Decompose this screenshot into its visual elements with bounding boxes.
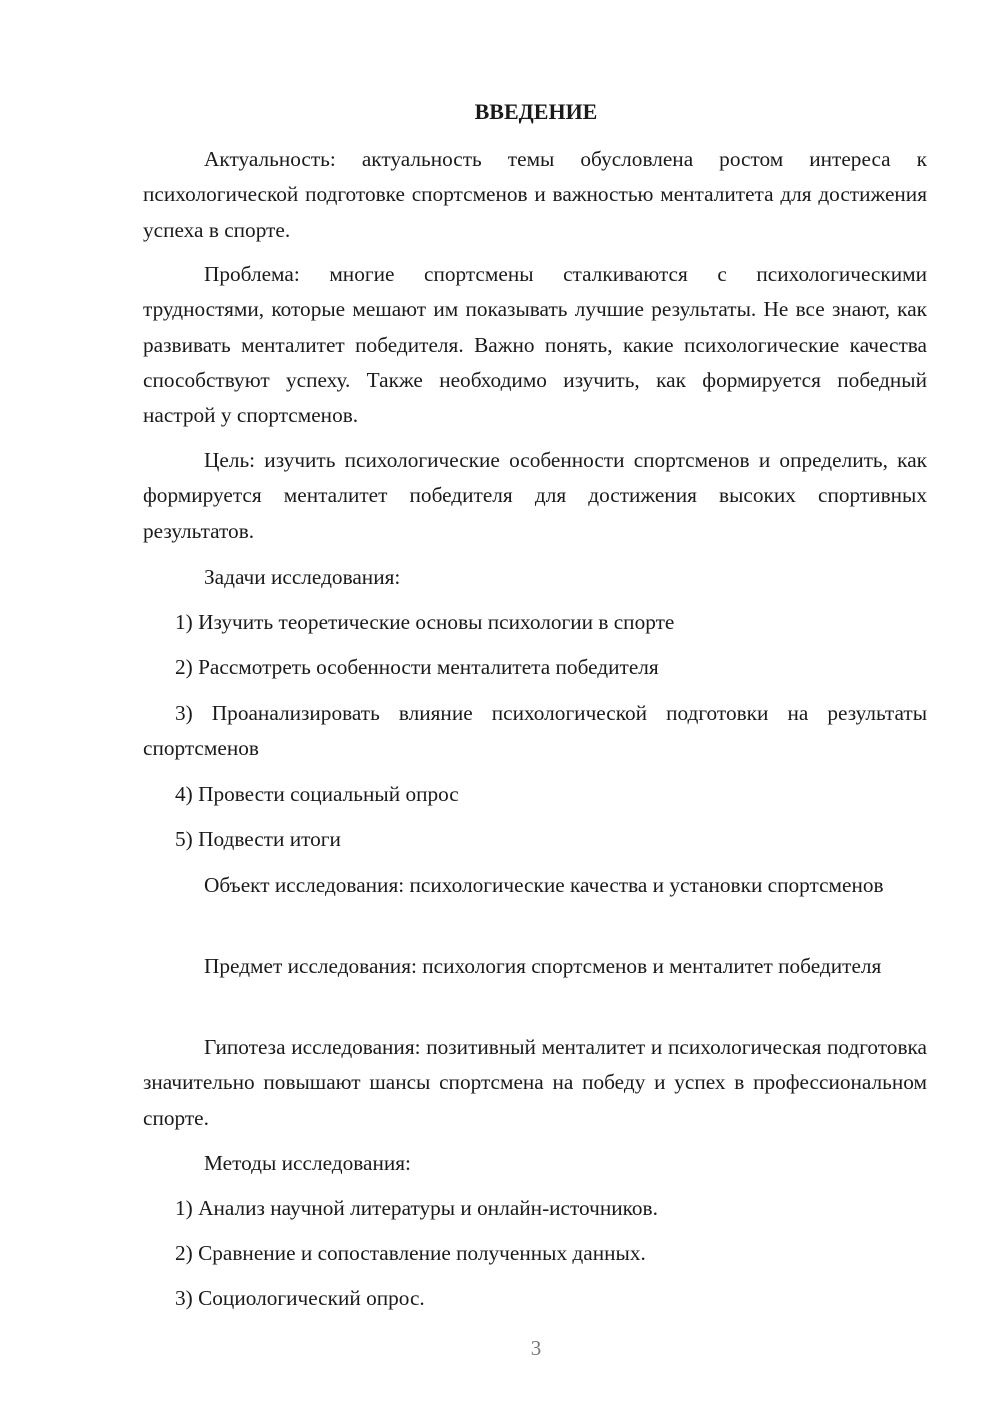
task-item-1: 1) Изучить теоретические основы психологии в спорте [175, 610, 675, 634]
method-item-1: 1) Анализ научной литературы и онлайн-источников. [175, 1196, 658, 1220]
goal-paragraph: Цель: изучить психологические особенности спортсменов и определить, как формируется менталитет победителя для достижения высоких спортивных результатов. [143, 448, 927, 543]
method-item-3: 3) Социологический опрос. [175, 1286, 425, 1310]
subject-paragraph: Предмет исследования: психология спортсменов и менталитет победителя [204, 954, 882, 978]
hypothesis-paragraph: Гипотеза исследования: позитивный менталитет и психологическая подготовка значительно повышают шансы спортсмена на победу и успех в профессиональном спорте. [143, 1035, 927, 1130]
task-item-2: 2) Рассмотреть особенности менталитета победителя [175, 655, 659, 679]
relevance-paragraph: Актуальность: актуальность темы обусловлена ростом интереса к психологической подготовке спортсменов и важностью менталитета для достижения успеха в спорте. [143, 147, 927, 242]
task-item-4: 4) Провести социальный опрос [175, 782, 459, 806]
page-number: 3 [530, 1336, 542, 1360]
page-title: ВВЕДЕНИЕ [474, 99, 598, 124]
object-paragraph: Объект исследования: психологические качества и установки спортсменов [204, 873, 884, 897]
methods-heading: Методы исследования: [204, 1151, 411, 1175]
task-item-3: 3) Проанализировать влияние психологической подготовки на результаты спортсменов [143, 701, 927, 761]
tasks-heading: Задачи исследования: [204, 565, 401, 589]
task-item-5: 5) Подвести итоги [175, 827, 341, 851]
method-item-2: 2) Сравнение и сопоставление полученных данных. [175, 1241, 646, 1265]
problem-paragraph: Проблема: многие спортсмены сталкиваются с психологическими трудностями, которые мешают им показывать лучшие результаты. Не все знают, как развивать менталитет победителя. Важно понять, какие психологические качества способствуют успеху. Также необходимо изучить, как формируется победный настрой у спортсменов. [143, 262, 927, 428]
